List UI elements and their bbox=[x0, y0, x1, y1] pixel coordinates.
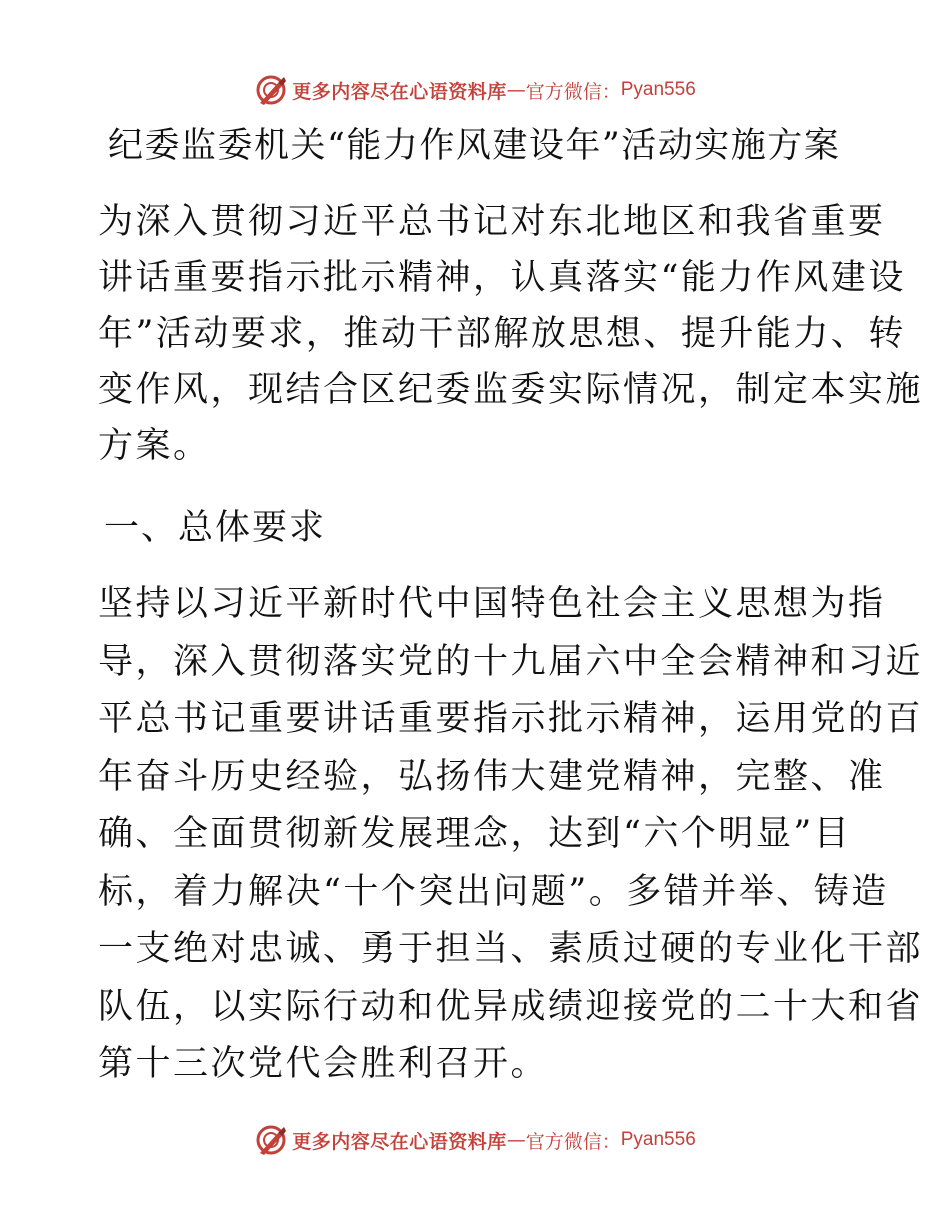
paragraph-line: 第十三次党代会胜利召开。 bbox=[98, 1044, 549, 1084]
paragraph-line: 一支绝对忠诚、勇于担当、素质过硬的专业化干部 bbox=[98, 929, 924, 969]
paragraph-line: 坚持以习近平新时代中国特色社会主义思想为指 bbox=[98, 584, 886, 624]
watermark-separator: — bbox=[506, 1129, 526, 1151]
document-title: 纪委监委机关“能力作风建设年”活动实施方案 bbox=[108, 126, 841, 166]
paragraph-line: 讲话重要指示批示精神，认真落实“能力作风建设 bbox=[98, 258, 906, 298]
watermark-site-text: 更多内容尽在心语资料库 bbox=[292, 80, 507, 103]
watermark-separator: — bbox=[506, 79, 526, 101]
paragraph-line: 方案。 bbox=[98, 426, 211, 466]
paragraph-line: 变作风，现结合区纪委监委实际情况，制定本实施 bbox=[98, 370, 924, 410]
watermark-site-text: 更多内容尽在心语资料库 bbox=[292, 1130, 507, 1153]
section-heading: 一、总体要求 bbox=[104, 508, 327, 548]
paragraph-line: 确、全面贯彻新发展理念，达到“六个明显”目 bbox=[98, 814, 852, 854]
paragraph-line: 标，着力解决“十个突出问题”。多错并举、铸造 bbox=[98, 871, 889, 912]
watermark-wechat-label: 官方微信： bbox=[525, 80, 621, 103]
pen-logo-icon bbox=[254, 1123, 288, 1157]
pen-logo-icon bbox=[254, 73, 288, 107]
watermark-wechat-label: 官方微信： bbox=[525, 1130, 621, 1153]
intro-paragraph bbox=[98, 194, 924, 474]
paragraph-line: 年奋斗历史经验，弘扬伟大建党精神，完整、准 bbox=[98, 756, 886, 797]
paragraph-line: 年”活动要求，推动干部解放思想、提升能力、转 bbox=[98, 314, 906, 354]
paragraph-line: 平总书记重要讲话重要指示批示精神，运用党的百 bbox=[98, 699, 924, 739]
watermark-wechat-id: Pyan556 bbox=[620, 79, 696, 100]
paragraph-line: 队伍，以实际行动和优异成绩迎接党的二十大和省 bbox=[98, 986, 924, 1027]
watermark-wechat-id: Pyan556 bbox=[620, 1129, 696, 1150]
watermark-header bbox=[0, 70, 950, 110]
watermark-footer bbox=[0, 1120, 950, 1160]
paragraph-line: 导，深入贯彻落实党的十九届六中全会精神和习近 bbox=[98, 641, 924, 682]
section-paragraph bbox=[98, 576, 924, 1094]
paragraph-line: 为深入贯彻习近平总书记对东北地区和我省重要 bbox=[98, 202, 886, 242]
